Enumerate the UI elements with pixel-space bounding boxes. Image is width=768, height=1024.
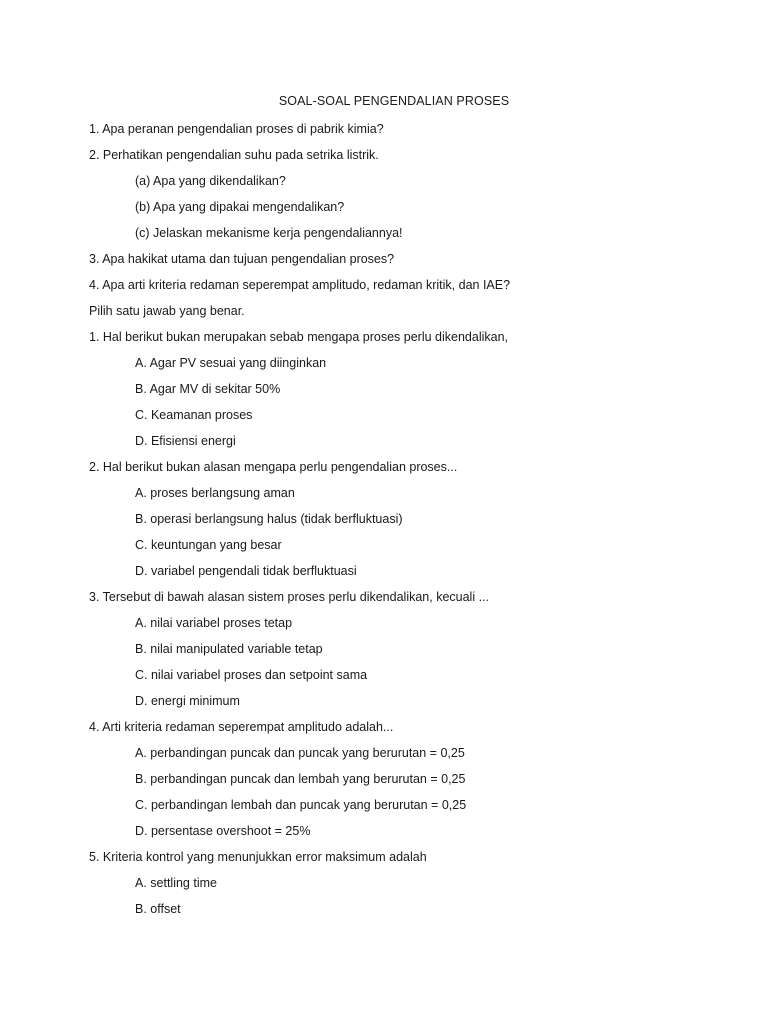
question-line: 5. Kriteria kontrol yang menunjukkan error maksimum adalah — [89, 850, 427, 864]
answer-option: (b) Apa yang dipakai mengendalikan? — [135, 200, 345, 214]
answer-option: (a) Apa yang dikendalikan? — [135, 174, 286, 188]
answer-option: B. nilai manipulated variable tetap — [135, 642, 323, 656]
question-line: 4. Apa arti kriteria redaman seperempat amplitudo, redaman kritik, dan IAE? — [89, 278, 511, 292]
answer-option: D. persentase overshoot = 25% — [135, 824, 311, 838]
answer-option: A. Agar PV sesuai yang diinginkan — [135, 356, 327, 370]
question-line: 1. Hal berikut bukan merupakan sebab mengapa proses perlu dikendalikan, — [89, 330, 509, 344]
question-line: 3. Apa hakikat utama dan tujuan pengendalian proses? — [89, 252, 395, 266]
question-line: 2. Hal berikut bukan alasan mengapa perlu pengendalian proses... — [89, 460, 458, 474]
question-line: 3. Tersebut di bawah alasan sistem proses perlu dikendalikan, kecuali ... — [89, 590, 489, 604]
answer-option: C. keuntungan yang besar — [135, 538, 282, 552]
answer-option: D. energi minimum — [135, 694, 240, 708]
answer-option: (c) Jelaskan mekanisme kerja pengendaliannya! — [135, 226, 403, 240]
answer-option: A. settling time — [135, 876, 217, 890]
answer-option: B. Agar MV di sekitar 50% — [135, 382, 281, 396]
answer-option: C. Keamanan proses — [135, 408, 253, 422]
answer-option: D. Efisiensi energi — [135, 434, 236, 448]
answer-option: C. perbandingan lembah dan puncak yang berurutan = 0,25 — [135, 798, 467, 812]
answer-option: A. proses berlangsung aman — [135, 486, 295, 500]
question-line: 1. Apa peranan pengendalian proses di pabrik kimia? — [89, 122, 384, 136]
question-list — [0, 120, 768, 926]
question-line: Pilih satu jawab yang benar. — [89, 304, 245, 318]
question-line: 2. Perhatikan pengendalian suhu pada setrika listrik. — [89, 148, 379, 162]
answer-option: C. nilai variabel proses dan setpoint sama — [135, 668, 368, 682]
answer-option: B. offset — [135, 902, 181, 916]
answer-option: B. operasi berlangsung halus (tidak berfluktuasi) — [135, 512, 403, 526]
document-title: SOAL-SOAL PENGENDALIAN PROSES — [278, 94, 510, 108]
question-line: 4. Arti kriteria redaman seperempat amplitudo adalah... — [89, 720, 394, 734]
answer-option: D. variabel pengendali tidak berfluktuasi — [135, 564, 357, 578]
answer-option: A. nilai variabel proses tetap — [135, 616, 293, 630]
answer-option: B. perbandingan puncak dan lembah yang berurutan = 0,25 — [135, 772, 466, 786]
answer-option: A. perbandingan puncak dan puncak yang berurutan = 0,25 — [135, 746, 465, 760]
